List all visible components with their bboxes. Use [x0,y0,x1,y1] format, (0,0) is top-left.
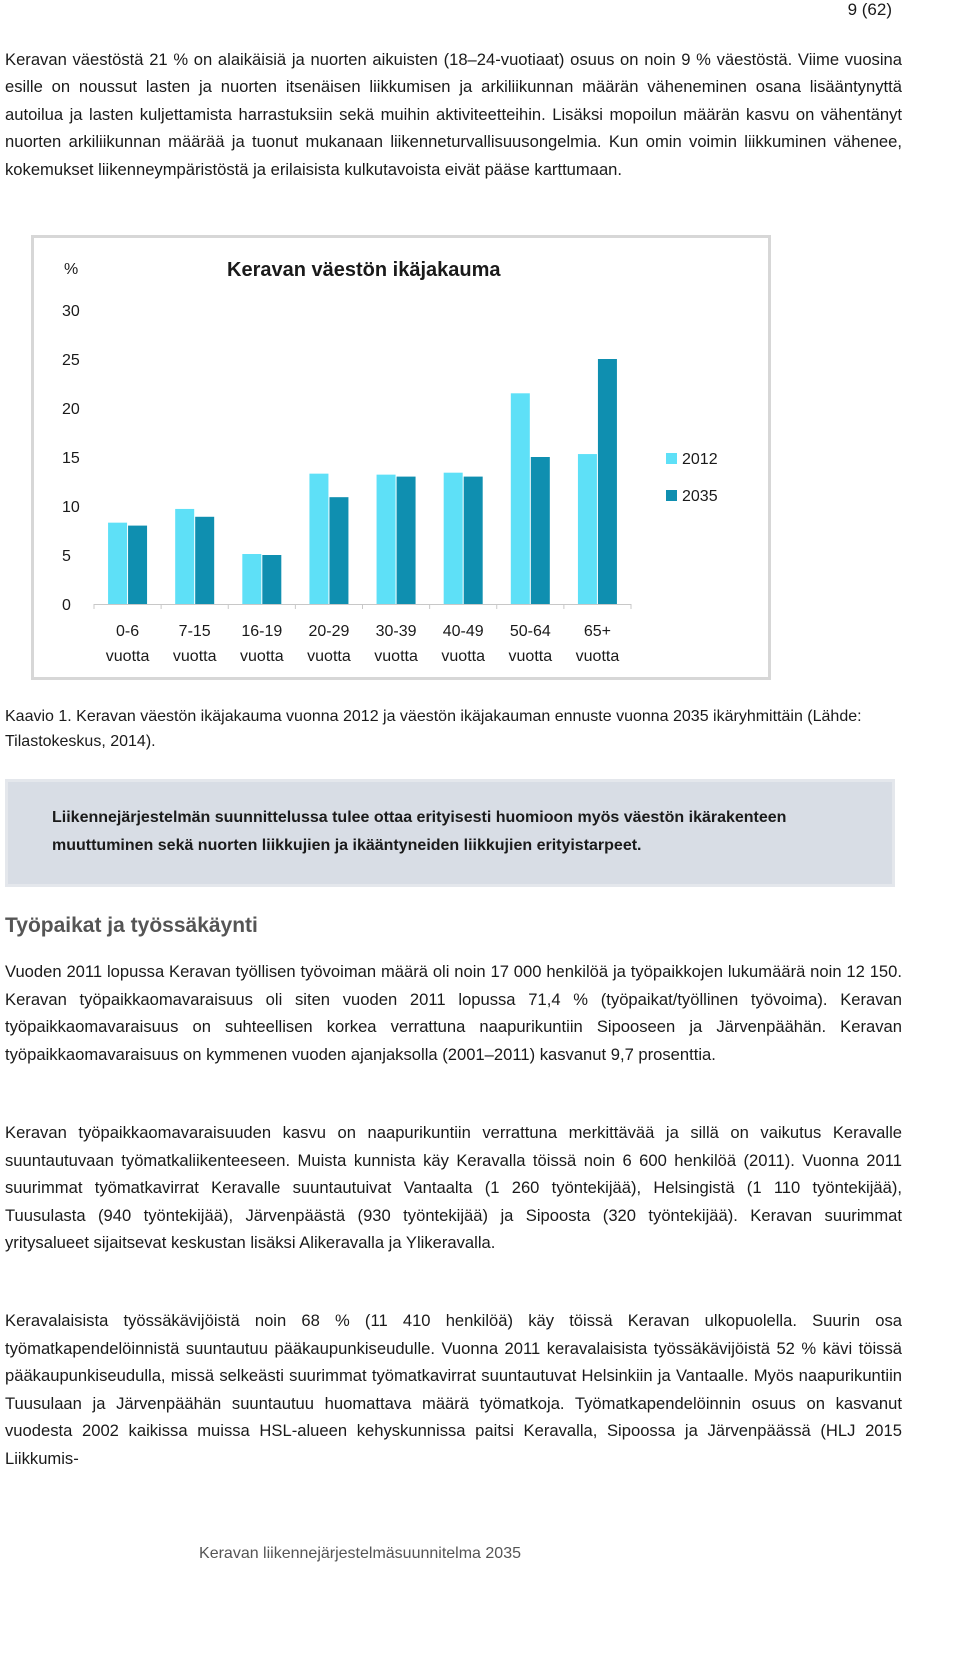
highlight-text: Liikennejärjestelmän suunnittelussa tulee ottaa erityisesti huomioon myös väestön ikärakenteen muuttuminen sekä nuorten liikkujien ja ikääntyneiden liikkujien erityistarpeet. [52,809,787,854]
bar-2012-3 [309,474,328,604]
y-tick-label: 20 [62,401,80,418]
y-tick-label: 0 [62,597,71,614]
highlight-box [5,779,895,887]
x-category-label: 16-19 [241,623,283,640]
paragraph-jobs-1: Vuoden 2011 lopussa Keravan työllisen työvoiman määrä oli noin 17 000 henkilöä ja työpaikkojen lukumäärä noin 12 150. Keravan työpaikkaomavaraisuus oli siten vuoden 2011 lopussa 71,4 % (työpaikat/työllinen työvoima). Keravan työpaikkaomavaraisuus on suhteellisen korkea verrattuna naapurikuntiin Sipooseen ja Järvenpäähän. Keravan työpaikkaomavaraisuus on kymmenen vuoden ajanjaksolla (2001–2011) kasvanut 9,7 prosenttia. [5,962,902,1064]
y-tick-label: 25 [62,352,80,369]
legend-swatch-2012 [666,453,677,464]
x-category-label: 40-49 [442,623,484,640]
intro-paragraph: Keravan väestöstä 21 % on alaikäisiä ja nuorten aikuisten (18–24-vuotiaat) osuus on noin 9 % väestöstä. Viime vuosina esille on noussut lasten ja nuorten itsenäisen liikkumisen ja arkiliikunnan määrän väheneminen osana lisääntynyttä autoilua ja lasten kuljettamista harrastuksiin sekä muihin aktiviteetteihin. Lisäksi mopoilun määrän kasvu on vähentänyt nuorten arkiliikunnan määrää ja tuonut mukanaan liikenneturvallisuusongelmia. Kun omin voimin liikkuminen vähenee, kokemukset liikenneympäristöstä ja erilaisista kulkutavoista eivät pääse karttumaan. [5,50,902,179]
bar-2035-3 [329,497,348,604]
bar-2035-0 [128,526,147,604]
chart-y-axis-label: % [64,261,79,278]
bar-2012-7 [578,454,597,604]
y-tick-label: 15 [62,450,80,467]
bar-2035-7 [598,359,617,604]
legend-swatch-2035 [666,490,677,501]
x-category-label: 50-64 [509,623,551,640]
legend-label-2035: 2035 [682,488,718,505]
y-tick-label: 30 [62,303,80,320]
paragraph-jobs-2: Keravan työpaikkaomavaraisuuden kasvu on naapurikuntiin verrattuna merkittävää ja sillä on vaikutus Keravalle suuntautuvaan työmatkaliikenteeseen. Muista kunnista käy Keravalla töissä noin 6 600 henkilöä (2011). Vuonna 2011 suurimmat työmatkavirrat Keravalle suuntautuivat Vantaalta (1 260 työntekijää), Helsingistä (1 110 työntekijää), Tuusulasta (940 työntekijää), Järvenpäästä (930 työntekijää) ja Sipoosta (320 työntekijää). Keravan suurimmat yritysalueet sijaitsevat keskustan lisäksi Alikeravalla ja Ylikeravalla. [5,1123,902,1252]
bar-2035-2 [262,555,281,604]
bar-2012-1 [175,509,194,604]
y-tick-label: 10 [62,499,80,516]
age-distribution-chart [31,235,771,680]
page-number: 9 (62) [847,0,892,19]
bar-2012-6 [511,393,530,604]
x-category-label: 0-6 [116,623,140,640]
bar-2012-5 [444,473,463,604]
bar-2012-0 [108,523,127,604]
figure-caption: Kaavio 1. Keravan väestön ikäjakauma vuonna 2012 ja väestön ikäjakauman ennuste vuonna 2035 ikäryhmittäin (Lähde: Tilastokeskus, 2014). [5,708,862,750]
x-category-label: vuotta [240,648,284,665]
bar-2035-1 [195,517,214,604]
x-category-label: vuotta [575,648,620,665]
chart-svg [34,238,768,677]
paragraph-jobs-3: Keravalaisista työssäkävijöistä noin 68 % (11 410 henkilöä) käy töissä Keravan ulkopuolella. Suurin osa työmatkapendelöinnistä suuntautuu pääkaupunkiseudulle. Vuonna 2011 keravalaisista työssäkävijöistä 52 % kävi töissä pääkaupunkiseudulla, missä selkeästi suurimmat työmatkavirrat suuntautuvat Helsinkiin ja Vantaalle. Myös naapurikuntiin Tuusulaan ja Järvenpäähän suuntautuu huomattava määrä työmatkoja. Työmatkapendelöinnin osuus on kasvanut vuodesta 2002 kaikissa muissa HSL-alueen kehyskunnissa paitsi Keravalla, Sipoossa ja Järvenpäässä (HLJ 2015 Liikkumis- [5,1311,902,1468]
y-tick-label: 5 [62,548,71,565]
bar-2012-4 [377,475,396,604]
x-category-label: vuotta [307,648,351,665]
bar-2035-4 [397,477,416,604]
x-category-label: 30-39 [375,623,417,640]
bar-2012-2 [242,554,261,604]
x-category-label: vuotta [105,648,150,665]
x-category-label: 65+ [583,623,612,640]
x-category-label: vuotta [441,648,485,665]
legend-label-2012: 2012 [682,451,718,468]
section-heading: Työpaikat ja työssäkäynti [5,914,258,937]
x-category-label: vuotta [374,648,418,665]
x-category-label: 20-29 [308,623,350,640]
chart-title: Keravan väestön ikäjakauma [227,259,501,281]
page-footer: Keravan liikennejärjestelmäsuunnitelma 2035 [199,1545,521,1562]
x-category-label: vuotta [508,648,553,665]
x-category-label: 7-15 [178,623,211,640]
bar-2035-6 [531,457,550,604]
bar-2035-5 [464,477,483,604]
x-category-label: vuotta [172,648,217,665]
